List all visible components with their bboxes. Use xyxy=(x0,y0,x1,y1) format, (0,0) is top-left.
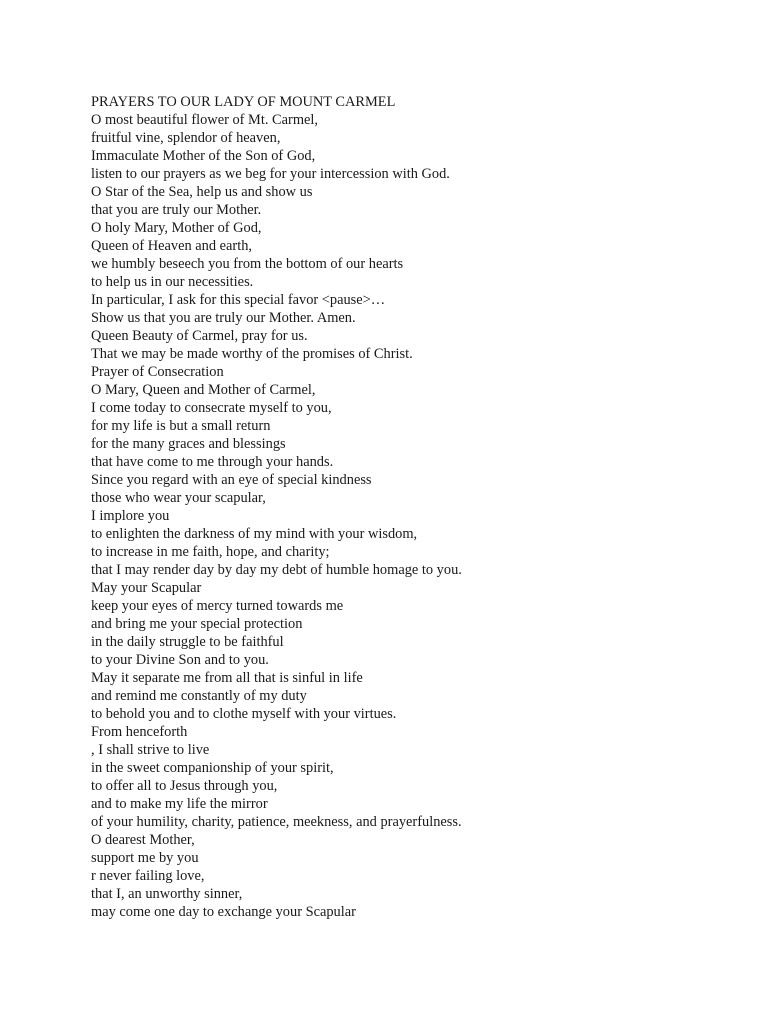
text-line: in the daily struggle to be faithful xyxy=(91,634,284,650)
text-line: That we may be made worthy of the promises of Christ. xyxy=(91,346,413,362)
text-line: for the many graces and blessings xyxy=(91,436,286,452)
text-line: O holy Mary, Mother of God, xyxy=(91,220,262,236)
text-line: and remind me constantly of my duty xyxy=(91,688,307,704)
text-line: O most beautiful flower of Mt. Carmel, xyxy=(91,112,319,128)
text-line: From henceforth xyxy=(91,724,188,740)
text-line: Queen of Heaven and earth, xyxy=(91,238,253,254)
text-line: listen to our prayers as we beg for your intercession with God. xyxy=(91,166,450,182)
text-line: fruitful vine, splendor of heaven, xyxy=(91,130,281,146)
text-line: that have come to me through your hands. xyxy=(91,454,334,470)
text-line: to help us in our necessities. xyxy=(91,274,254,290)
text-line: and bring me your special protection xyxy=(91,616,303,632)
text-line: support me by you xyxy=(91,850,199,866)
text-line: May it separate me from all that is sinful in life xyxy=(91,670,363,686)
text-line: and to make my life the mirror xyxy=(91,796,268,812)
text-line: to enlighten the darkness of my mind with your wisdom, xyxy=(91,526,418,542)
text-line: Show us that you are truly our Mother. Amen. xyxy=(91,310,356,326)
text-line: I come today to consecrate myself to you, xyxy=(91,400,332,416)
text-line: of your humility, charity, patience, meekness, and prayerfulness. xyxy=(91,814,462,830)
text-line: Since you regard with an eye of special kindness xyxy=(91,472,372,488)
text-line: that I, an unworthy sinner, xyxy=(91,886,243,902)
text-line: to your Divine Son and to you. xyxy=(91,652,269,668)
section-heading: Prayer of Consecration xyxy=(91,364,224,380)
text-line: , I shall strive to live xyxy=(91,742,210,758)
document-title: PRAYERS TO OUR LADY OF MOUNT CARMEL xyxy=(91,94,396,110)
text-line: I implore you xyxy=(91,508,170,524)
text-line: that you are truly our Mother. xyxy=(91,202,262,218)
text-line: Queen Beauty of Carmel, pray for us. xyxy=(91,328,308,344)
text-line: to behold you and to clothe myself with your virtues. xyxy=(91,706,397,722)
text-line: for my life is but a small return xyxy=(91,418,271,434)
text-line: O Mary, Queen and Mother of Carmel, xyxy=(91,382,316,398)
text-line: those who wear your scapular, xyxy=(91,490,266,506)
text-line: O dearest Mother, xyxy=(91,832,195,848)
text-line: may come one day to exchange your Scapular xyxy=(91,904,356,920)
text-line: we humbly beseech you from the bottom of our hearts xyxy=(91,256,404,272)
text-line: May your Scapular xyxy=(91,580,202,596)
text-line: O Star of the Sea, help us and show us xyxy=(91,184,313,200)
text-line: Immaculate Mother of the Son of God, xyxy=(91,148,316,164)
text-line: keep your eyes of mercy turned towards me xyxy=(91,598,344,614)
text-line: to offer all to Jesus through you, xyxy=(91,778,278,794)
text-line: In particular, I ask for this special favor <pause>… xyxy=(91,292,386,308)
text-line: that I may render day by day my debt of humble homage to you. xyxy=(91,562,462,578)
text-line: in the sweet companionship of your spirit, xyxy=(91,760,334,776)
prayer-text-block xyxy=(91,93,751,921)
text-line: r never failing love, xyxy=(91,868,205,884)
text-line: to increase in me faith, hope, and charity; xyxy=(91,544,330,560)
